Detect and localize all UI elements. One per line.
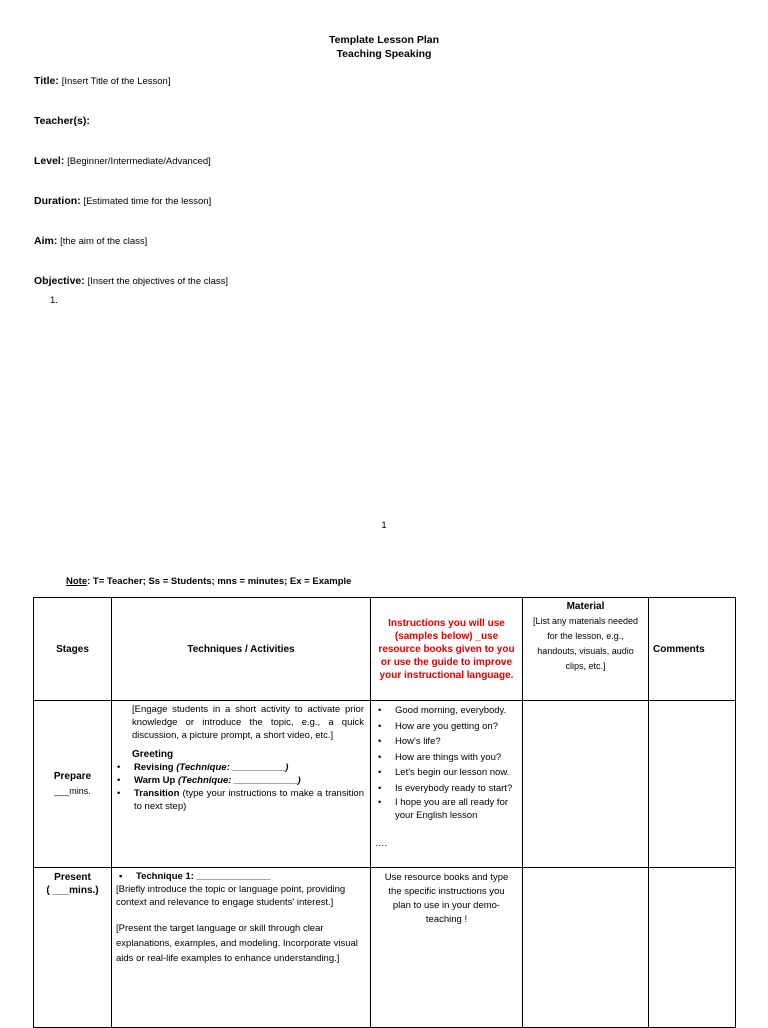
present-mins: ( ___mins.) [46,885,99,896]
level-label: Level: [34,155,65,167]
prepare-instruction-list [375,703,518,822]
present-technique-list [116,870,366,883]
objective-item-1: 1. [50,295,58,306]
prepare-material-cell [523,701,649,868]
duration-label: Duration: [34,195,81,207]
aim-value: [the aim of the class] [60,236,148,247]
header-comments: Comments [649,598,736,701]
list-item: • Let's begin our lesson now. [393,765,518,781]
title-field [34,74,170,89]
present-instructions: Use resource books and type the specific instructions you plan to use in your demo-teaching ! [384,872,509,925]
list-item: • Revising (Technique: __________) [132,761,364,774]
instructions-header-text: Instructions you will use (samples below) _use resource books given to you or use the guide to improve your instructional language. [378,617,515,681]
list-item: • How are you getting on? [393,719,518,735]
list-item: • Good morning, everybody. [393,703,518,719]
list-item: • Is everybody ready to start? [393,781,518,797]
header-instructions [371,598,523,701]
list-item: • Technique 1: ______________ [134,870,366,883]
prepare-mins: ___mins. [54,786,91,796]
material-title: Material [566,601,605,612]
document-title: Template Lesson Plan [328,34,440,46]
level-field [34,154,211,169]
prepare-stage: Prepare [53,771,92,782]
prepare-intro: [Engage students in a short activity to activate prior knowledge or introduce the topic, e.g., a quick discussion, a picture prompt, a short video, etc.] [132,704,364,741]
present-stage: Present [54,872,91,883]
lesson-plan-table [33,597,736,1028]
present-comments-cell [649,868,736,1028]
note-text: : T= Teacher; Ss = Students; mns = minutes; Ex = Example [87,576,352,587]
material-desc: [List any materials needed for the lesson, e.g., handouts, visuals, audio clips, etc.] [532,616,639,671]
present-techniques-cell [112,868,371,1028]
header-stages: Stages [34,598,112,701]
prepare-activity-list [118,761,364,813]
list-item: • Transition (type your instructions to make a transition to next step) [132,787,364,813]
objective-label: Objective: [34,275,85,287]
table-row-present [34,868,736,1028]
header-material [523,598,649,701]
prepare-comments-cell [649,701,736,868]
prepare-instructions-cell [371,701,523,868]
list-item: • How are things with you? [393,750,518,766]
document-subtitle: Teaching Speaking [336,48,432,60]
objective-value: [Insert the objectives of the class] [87,276,229,287]
present-material-cell [523,868,649,1028]
list-item: • I hope you are all ready for your English lesson [393,796,518,822]
prepare-ellipsis: …. [375,838,388,849]
level-value: [Beginner/Intermediate/Advanced] [67,156,211,167]
list-item: • Warm Up (Technique: ____________) [132,774,364,787]
teacher-field [34,114,90,129]
title-value: [Insert Title of the Lesson] [61,76,171,87]
present-stage-cell [34,868,112,1028]
title-label: Title: [34,75,59,87]
present-instructions-cell [371,868,523,1028]
duration-value: [Estimated time for the lesson] [83,196,212,207]
header-techniques: Techniques / Activities [112,598,371,701]
table-header-row [34,598,736,701]
aim-field [34,234,147,249]
present-text-2: [Present the target language or skill through clear explanations, examples, and modeling. Incorporate visual aids or real-life examples to enhance understanding.] [116,923,358,964]
aim-label: Aim: [34,235,58,247]
present-text-1: [Briefly introduce the topic or language point, providing context and relevance to engage students' interest.] [116,884,346,908]
note-label: Note [66,576,88,587]
teacher-label: Teacher(s): [34,115,90,127]
note [66,576,351,587]
prepare-techniques-cell [112,701,371,868]
duration-field [34,194,211,209]
prepare-greeting: Greeting [132,749,174,760]
objective-field [34,274,228,289]
table-row-prepare [34,701,736,868]
list-item: • How's life? [393,734,518,750]
page-number: 1 [381,520,387,531]
prepare-stage-cell [34,701,112,868]
